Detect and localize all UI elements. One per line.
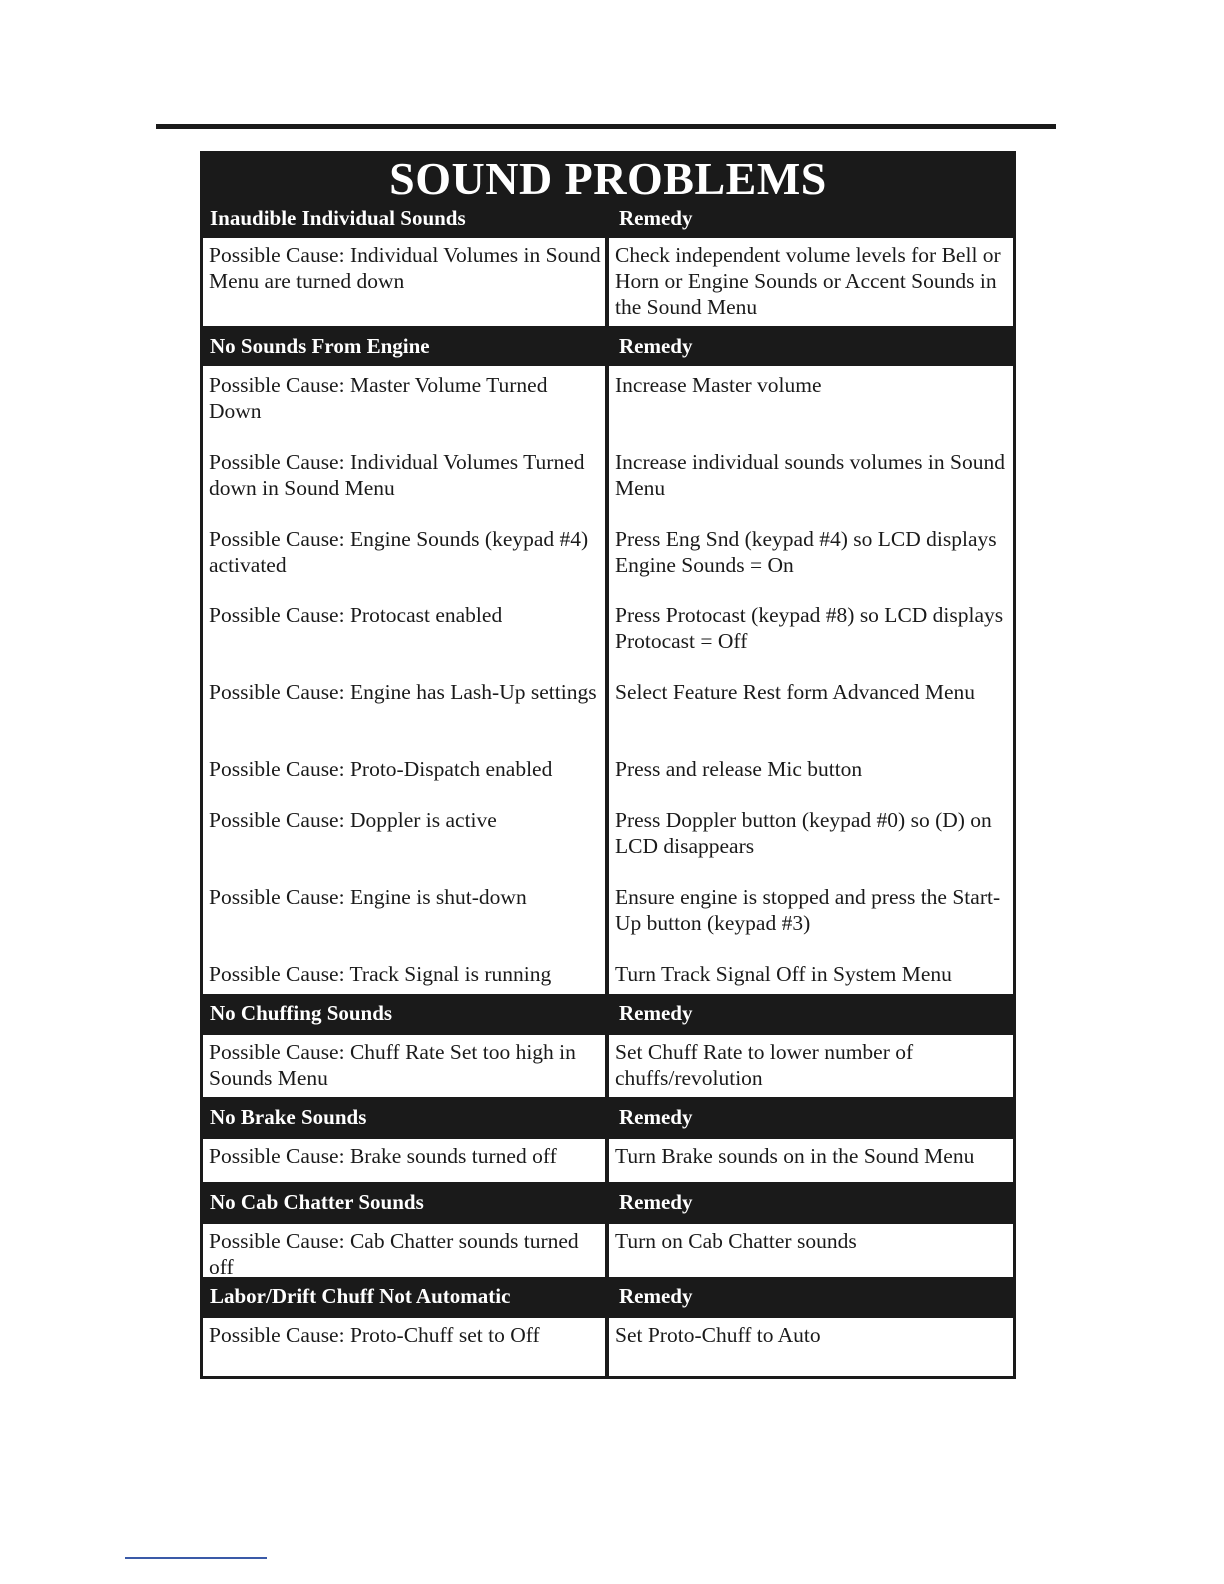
remedy-text: Press Protocast (keypad #8) so LCD displays Protocast = Off bbox=[615, 603, 1004, 653]
cause-cell bbox=[203, 366, 605, 994]
top-rule bbox=[156, 124, 1056, 129]
cause-text: Possible Cause: Cab Chatter sounds turned off bbox=[209, 1229, 579, 1279]
remedy-text: Increase Master volume bbox=[615, 373, 822, 397]
cause-cell bbox=[203, 238, 605, 326]
remedy-cell bbox=[609, 238, 1013, 326]
footnote-rule bbox=[125, 1557, 267, 1559]
remedy-cell bbox=[609, 1139, 1013, 1182]
section-heading-inaudible: Inaudible Individual Sounds bbox=[210, 206, 466, 230]
cause-cell bbox=[203, 1224, 605, 1277]
section-heading-no-chuffing: No Chuffing Sounds bbox=[210, 1001, 393, 1025]
remedy-text: Ensure engine is stopped and press the Start-Up button (keypad #3) bbox=[615, 885, 1001, 935]
cause-text: Possible Cause: Engine Sounds (keypad #4) activated bbox=[209, 527, 589, 577]
cause-text: Possible Cause: Brake sounds turned off bbox=[209, 1144, 557, 1168]
remedy-cell bbox=[609, 366, 1013, 994]
table-title: SOUND PROBLEMS bbox=[389, 153, 827, 204]
remedy-text: Press Eng Snd (keypad #4) so LCD displays Engine Sounds = On bbox=[615, 527, 997, 577]
cause-text: Possible Cause: Protocast enabled bbox=[209, 603, 503, 627]
remedy-text: Press and release Mic button bbox=[615, 757, 863, 781]
remedy-cell bbox=[609, 1318, 1013, 1376]
remedy-text: Increase individual sounds volumes in Sound Menu bbox=[615, 450, 1005, 500]
cause-text: Possible Cause: Chuff Rate Set too high in Sounds Menu bbox=[209, 1040, 576, 1090]
section-heading-no-sounds: No Sounds From Engine bbox=[210, 334, 430, 358]
remedy-text: Turn Brake sounds on in the Sound Menu bbox=[615, 1144, 975, 1168]
remedy-text: Turn on Cab Chatter sounds bbox=[615, 1229, 857, 1253]
cause-text: Possible Cause: Master Volume Turned Down bbox=[209, 373, 548, 423]
section-remedy-heading: Remedy bbox=[619, 1190, 693, 1214]
section-remedy-heading: Remedy bbox=[619, 1105, 693, 1129]
section-heading-labor-drift: Labor/Drift Chuff Not Automatic bbox=[210, 1284, 511, 1308]
remedy-text: Set Chuff Rate to lower number of chuffs/revolution bbox=[615, 1040, 914, 1090]
remedy-text: Select Feature Rest form Advanced Menu bbox=[615, 680, 976, 704]
cause-cell bbox=[203, 1035, 605, 1097]
remedy-text: Turn Track Signal Off in System Menu bbox=[615, 962, 952, 986]
cause-text: Possible Cause: Individual Volumes in Sound Menu are turned down bbox=[209, 243, 601, 293]
remedy-cell bbox=[609, 1224, 1013, 1277]
cause-cell bbox=[203, 1318, 605, 1376]
remedy-text: Set Proto-Chuff to Auto bbox=[615, 1323, 821, 1347]
section-remedy-heading: Remedy bbox=[619, 206, 693, 230]
section-heading-no-brake: No Brake Sounds bbox=[210, 1105, 367, 1129]
cause-text: Possible Cause: Track Signal is running bbox=[209, 962, 552, 986]
remedy-text: Check independent volume levels for Bell or Horn or Engine Sounds or Accent Sounds in the Sound Menu bbox=[615, 243, 1001, 319]
cause-text: Possible Cause: Engine has Lash-Up settings bbox=[209, 680, 597, 704]
section-remedy-heading: Remedy bbox=[619, 1284, 693, 1308]
cause-text: Possible Cause: Engine is shut-down bbox=[209, 885, 527, 909]
cause-text: Possible Cause: Proto-Chuff set to Off bbox=[209, 1323, 540, 1347]
section-heading-no-cab-chatter: No Cab Chatter Sounds bbox=[210, 1190, 424, 1214]
remedy-text: Press Doppler button (keypad #0) so (D) on LCD disappears bbox=[615, 808, 992, 858]
sound-problems-table bbox=[200, 151, 1016, 1379]
remedy-cell bbox=[609, 1035, 1013, 1097]
cause-cell bbox=[203, 1139, 605, 1182]
section-remedy-heading: Remedy bbox=[619, 334, 693, 358]
cause-text: Possible Cause: Doppler is active bbox=[209, 808, 497, 832]
section-remedy-heading: Remedy bbox=[619, 1001, 693, 1025]
cause-text: Possible Cause: Proto-Dispatch enabled bbox=[209, 757, 553, 781]
cause-text: Possible Cause: Individual Volumes Turned down in Sound Menu bbox=[209, 450, 585, 500]
